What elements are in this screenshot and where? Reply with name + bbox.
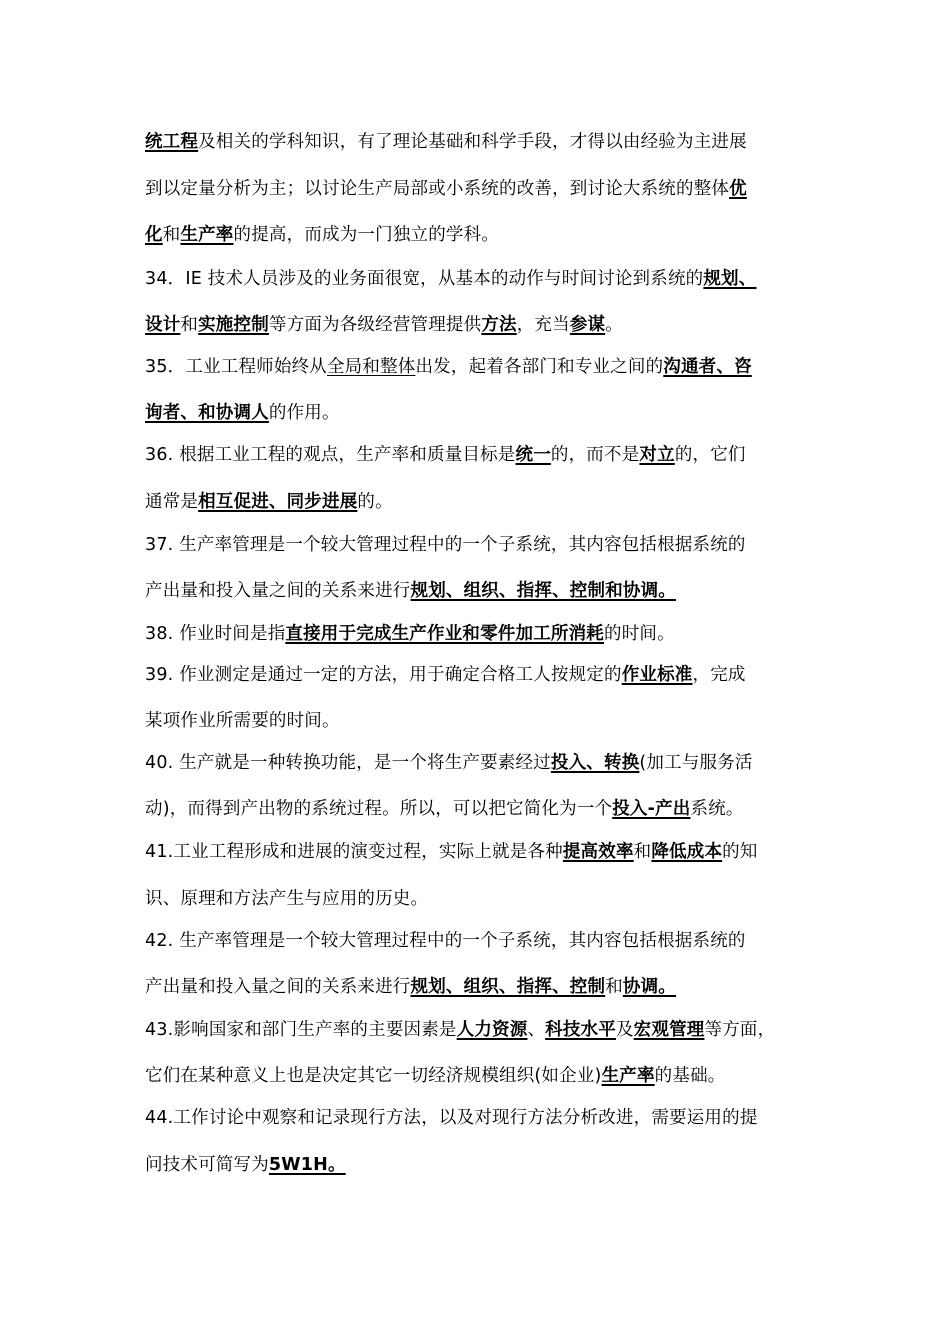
body-text: 它们在某种意义上也是决定其它一切经济规模组织(如企业) bbox=[145, 1066, 602, 1086]
body-text: 动)，而得到产出物的系统过程。所以，可以把它简化为一个 bbox=[145, 799, 613, 819]
answer-keyword: 生产率 bbox=[601, 1066, 655, 1086]
body-text: 的基础。 bbox=[654, 1066, 726, 1086]
answer-keyword: 询者、和协调人 bbox=[145, 403, 269, 423]
body-text: 39. 作业测定是通过一定的方法，用于确定合格工人按规定的 bbox=[145, 665, 622, 685]
answer-keyword: 5W1H。 bbox=[268, 1155, 346, 1175]
text-line bbox=[145, 443, 825, 467]
body-text: 44.工作讨论中观察和记录现行方法，以及对现行方法分析改进，需要运用的提 bbox=[145, 1108, 758, 1128]
underlined-text: 全局和整体 bbox=[326, 357, 416, 377]
answer-keyword: 优 bbox=[729, 179, 747, 199]
body-text: 系统。 bbox=[690, 799, 744, 819]
body-text: 通常是 bbox=[145, 492, 199, 512]
answer-keyword: 参谋 bbox=[569, 315, 606, 335]
answer-keyword: 投入-产出 bbox=[612, 799, 691, 819]
text-line bbox=[145, 130, 825, 154]
body-text: 和 bbox=[180, 315, 199, 335]
answer-keyword: 化 bbox=[145, 225, 163, 245]
body-text: 产出量和投入量之间的关系来进行 bbox=[145, 977, 411, 997]
body-text: (加工与服务活 bbox=[639, 753, 753, 773]
body-text: 34．IE 技术人员涉及的业务面很宽，从基本的动作与时间讨论到系统的 bbox=[145, 269, 704, 289]
body-text: 42. 生产率管理是一个较大管理过程中的一个子系统，其内容包括根据系统的 bbox=[145, 931, 746, 951]
body-text: 问技术可简写为 bbox=[145, 1155, 269, 1175]
body-text: 和 bbox=[633, 842, 652, 862]
answer-keyword: 沟通者、咨 bbox=[663, 357, 752, 377]
text-line bbox=[145, 579, 825, 603]
answer-keyword: 提高效率 bbox=[562, 842, 634, 862]
body-text: ，完成 bbox=[692, 665, 746, 685]
body-text: 到以定量分析为主；以讨论生产局部或小系统的改善，到讨论大系统的整体 bbox=[145, 179, 730, 199]
answer-keyword: 协调。 bbox=[622, 977, 677, 997]
text-line bbox=[145, 355, 825, 379]
body-text: 38. 作业时间是指 bbox=[145, 624, 286, 644]
body-text: 37. 生产率管理是一个较大管理过程中的一个子系统，其内容包括根据系统的 bbox=[145, 535, 746, 555]
answer-keyword: 科技水平 bbox=[545, 1020, 616, 1040]
body-text: 产出量和投入量之间的关系来进行 bbox=[145, 581, 411, 601]
body-text: 36. 根据工业工程的观点，生产率和质量目标是 bbox=[145, 445, 516, 465]
text-line bbox=[145, 622, 825, 646]
body-text: 的时间。 bbox=[604, 624, 675, 644]
body-text: 35．工业工程师始终从 bbox=[145, 357, 327, 377]
text-line bbox=[145, 1018, 825, 1042]
text-line bbox=[145, 223, 825, 247]
body-text: 的。 bbox=[357, 492, 393, 512]
text-line bbox=[145, 401, 825, 425]
text-line bbox=[145, 975, 825, 999]
body-text: 的作用。 bbox=[268, 403, 340, 423]
body-text: 等方面， bbox=[704, 1020, 776, 1040]
text-line bbox=[145, 1153, 825, 1177]
text-line bbox=[145, 533, 825, 557]
body-text: 、 bbox=[527, 1020, 546, 1040]
answer-keyword: 人力资源 bbox=[456, 1020, 528, 1040]
text-line bbox=[145, 929, 825, 953]
answer-keyword: 投入、转换 bbox=[550, 753, 640, 773]
answer-keyword: 直接用于完成生产作业和零件加工所消耗 bbox=[285, 624, 605, 644]
body-text: 的知 bbox=[722, 842, 758, 862]
text-line bbox=[145, 663, 825, 687]
body-text: 识、原理和方法产生与应用的历史。 bbox=[145, 889, 429, 909]
body-text: 出发，起着各部门和专业之间的 bbox=[415, 357, 664, 377]
body-text: 和 bbox=[605, 977, 623, 997]
body-text: ，充当 bbox=[516, 315, 570, 335]
body-text: 41.工业工程形成和进展的演变过程，实际上就是各种 bbox=[145, 842, 563, 862]
answer-keyword: 规划、组织、指挥、控制和协调。 bbox=[410, 581, 676, 601]
answer-keyword: 对立 bbox=[639, 445, 675, 465]
body-text: 。 bbox=[605, 315, 623, 335]
text-line bbox=[145, 490, 825, 514]
answer-keyword: 统一 bbox=[515, 445, 551, 465]
body-text: 40. 生产就是一种转换功能，是一个将生产要素经过 bbox=[145, 753, 551, 773]
text-line bbox=[145, 840, 825, 864]
text-line bbox=[145, 177, 825, 201]
answer-keyword: 规划、组织、指挥、控制 bbox=[410, 977, 606, 997]
body-text: 及相关的学科知识，有了理论基础和科学手段，才得以由经验为主进展 bbox=[198, 132, 747, 152]
body-text: 和 bbox=[162, 225, 181, 245]
text-line bbox=[145, 1064, 825, 1088]
answer-keyword: 统工程 bbox=[145, 132, 199, 152]
body-text: 的，它们 bbox=[674, 445, 746, 465]
body-text: 43.影响国家和部门生产率的主要因素是 bbox=[145, 1020, 457, 1040]
text-line bbox=[145, 313, 825, 337]
text-line bbox=[145, 751, 825, 775]
answer-keyword: 方法 bbox=[481, 315, 517, 335]
answer-keyword: 宏观管理 bbox=[633, 1020, 705, 1040]
answer-keyword: 相互促进、同步进展 bbox=[198, 492, 358, 512]
answer-keyword: 实施控制 bbox=[198, 315, 269, 335]
body-text: 的，而不是 bbox=[550, 445, 640, 465]
body-text: 及 bbox=[615, 1020, 634, 1040]
answer-keyword: 设计 bbox=[145, 315, 181, 335]
text-line bbox=[145, 797, 825, 821]
answer-keyword: 规划、 bbox=[703, 269, 757, 289]
text-line bbox=[145, 267, 825, 291]
text-line bbox=[145, 1106, 825, 1130]
body-text: 某项作业所需要的时间。 bbox=[145, 711, 340, 731]
text-line bbox=[145, 709, 825, 733]
answer-keyword: 生产率 bbox=[180, 225, 234, 245]
body-text: 的提高，而成为一门独立的学科。 bbox=[233, 225, 500, 245]
answer-keyword: 降低成本 bbox=[651, 842, 723, 862]
body-text: 等方面为各级经营管理提供 bbox=[268, 315, 482, 335]
text-line bbox=[145, 887, 825, 911]
answer-keyword: 作业标准 bbox=[621, 665, 693, 685]
